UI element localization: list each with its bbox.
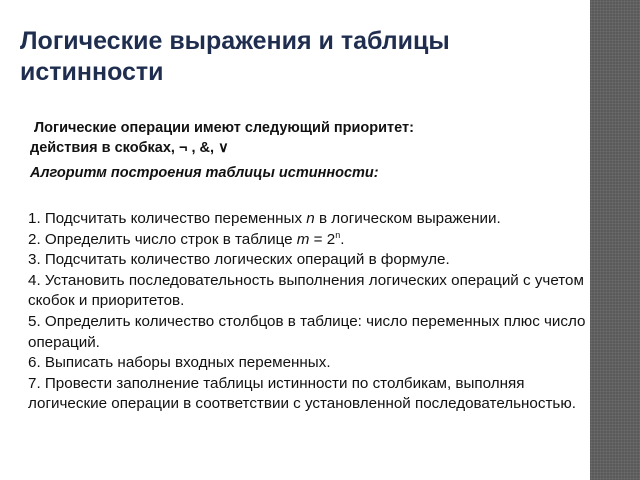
exponent-n: n [335,229,341,240]
priority-line-1: Логические операции имеют следующий приоритет: [34,120,414,136]
algorithm-heading: Алгоритм построения таблицы истинности: [30,165,379,181]
step-2-period: . [340,230,345,248]
step-6: 6. Выписать наборы входных переменных. [28,354,331,372]
step-4: 4. Установить последовательность выполнения логических операций с учетом скобок и приоритетов. [28,271,584,310]
step-2 [28,230,590,251]
step-2-formula: = 2 [309,230,336,248]
slide-title: Логические выражения и таблицы истинности [20,27,450,86]
algorithm-steps [28,209,590,415]
variable-n: n [306,210,315,227]
step-1-text-end: в логическом выражении. [314,210,501,227]
decorative-sidebar [590,0,640,480]
priority-note [30,118,570,158]
step-7: 7. Провести заполнение таблицы истинности по столбикам, выполняя логические операции в соответствии с установленной последовательностью. [28,374,576,413]
step-1 [28,209,590,230]
step-3: 3. Подсчитать количество логических операций в формуле. [28,251,450,269]
variable-m: m [296,230,310,248]
step-1-text: 1. Подсчитать количество переменных [28,210,307,227]
step-2-text: 2. Определить число строк в таблице [28,230,297,248]
step-5: 5. Определить количество столбцов в таблице: число переменных плюс число операций. [28,312,586,351]
priority-line-2: действия в скобках, ¬ , &, ∨ [30,140,229,156]
